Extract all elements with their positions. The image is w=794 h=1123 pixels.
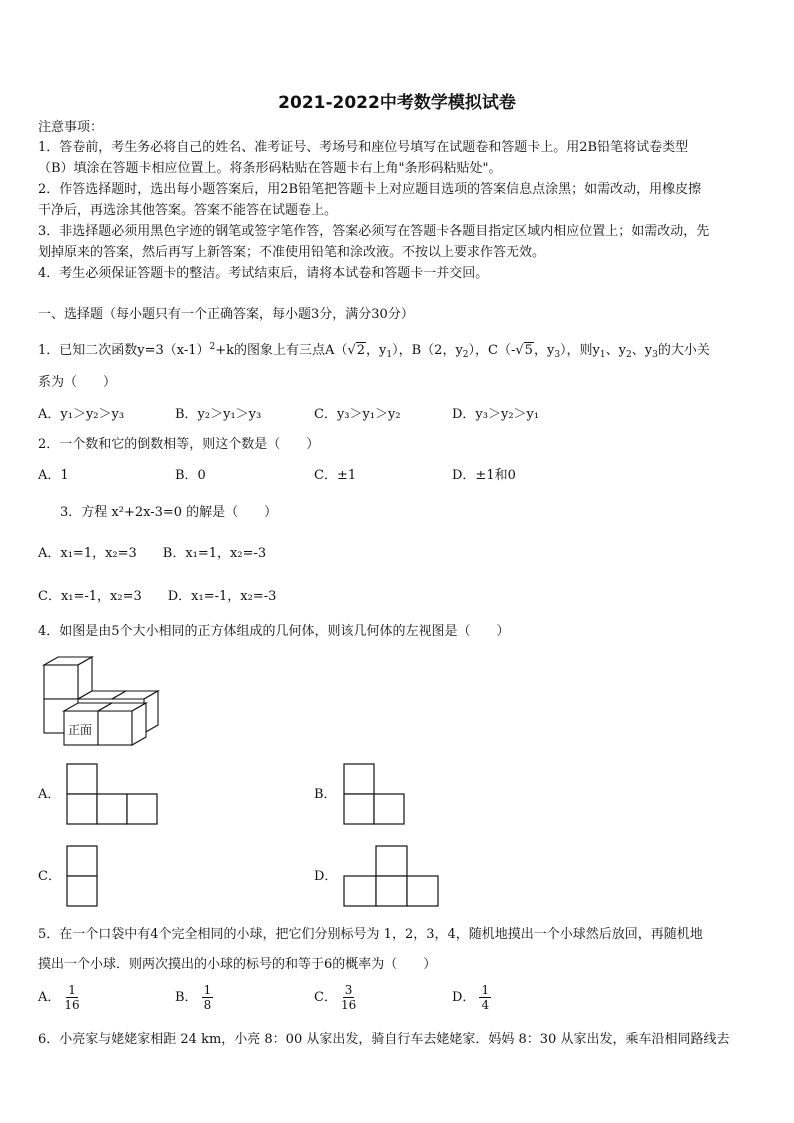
question-5-option-b: B． $\frac{1}{8}$ (175, 983, 212, 1012)
notice-line: 划掉原来的答案，然后再写上新答案；不准使用铅笔和涂改液。不按以上要求作答无效。 (38, 245, 546, 260)
notice-line: 1．答卷前，考生务必将自己的姓名、准考证号、考场号和座位号填写在试题卷和答题卡上。用2B铅笔将试卷类型 (38, 140, 689, 155)
question-2-stem: 2．一个数和它的倒数相等，则这个数是（ ） (38, 437, 320, 452)
option-d-figure (343, 845, 439, 907)
question-5-option-c: C． $\frac{3}{16}$ (314, 983, 357, 1012)
question-4-option-a-label: A． (38, 787, 61, 802)
question-1-option-b: B．y₂＞y₁＞y₃ (175, 407, 262, 422)
option-a-figure (66, 763, 158, 825)
question-1-stem-cont: 系为（ ） (38, 375, 117, 390)
question-4-stem: 4．如图是由5个大小相同的正方体组成的几何体，则该几何体的左视图是（ ） (38, 624, 510, 639)
question-2-option-c: C．±1 (314, 468, 357, 483)
front-label: 正面 (68, 723, 93, 737)
option-b-figure (343, 763, 407, 825)
notice-line: 3．非选择题必须用黑色字迹的钢笔或签字笔作答，答案必须写在答题卡各题目指定区域内相应位置上；如需改动，先 (38, 224, 710, 239)
question-1-option-a: A．y₁＞y₂＞y₃ (38, 407, 125, 422)
question-6-stem: 6．小亮家与姥姥家相距 24 km，小亮 8：00 从家出发，骑自行车去姥姥家．妈妈 8：30 从家出发，乘车沿相同路线去 (38, 1032, 730, 1047)
notice-line: 4．考生必须保证答题卡的整洁。考试结束后，请将本试卷和答题卡一并交回。 (38, 266, 489, 281)
question-1-option-c: C．y₃＞y₁＞y₂ (314, 407, 401, 422)
question-3-options-cd: C．x₁=-1，x₂=3 D．x₁=-1，x₂=-3 (38, 589, 277, 604)
notice-line: 2．作答选择题时，选出每小题答案后，用2B铅笔把答题卡上对应题目选项的答案信息点涂黑；如需改动，用橡皮擦 (38, 182, 702, 197)
question-3-options-ab: A．x₁=1，x₂=3 B．x₁=1，x₂=-3 (38, 546, 267, 561)
notice-line: （B）填涂在答题卡相应位置上。将条形码粘贴在答题卡右上角"条形码粘贴处"。 (38, 161, 502, 176)
question-4-option-c-label: C． (38, 869, 61, 884)
question-3-stem: 3．方程 x²+2x-3=0 的解是（ ） (60, 505, 278, 520)
cube-solid-figure (38, 655, 150, 747)
page-title: 2021-2022中考数学模拟试卷 (278, 93, 516, 113)
question-5-stem: 5．在一个口袋中有4个完全相同的小球，把它们分别标号为 1，2，3，4，随机地摸出一个小球然后放回，再随机地 (38, 927, 703, 942)
question-5-option-d: D． $\frac{1}{4}$ (452, 983, 490, 1012)
question-4-option-d-label: D． (314, 869, 338, 884)
question-2-option-b: B．0 (175, 468, 206, 483)
question-1-stem: 1．已知二次函数$y=3(x-1)^2+k$的图象上有三点A（√2，$y_1$），B（2，$y_2$），C（-√5，$y_3$），则$y_1$、$y_2$、$y_3$的大小关 (38, 342, 710, 360)
question-4-option-b-label: B． (314, 787, 337, 802)
question-5-stem-cont: 摸出一个小球．则两次摸出的小球的标号的和等于6的概率为（ ） (38, 957, 437, 972)
option-c-figure (66, 845, 98, 907)
question-1-option-d: D．y₃＞y₂＞y₁ (452, 407, 540, 422)
question-5-option-a: A． $\frac{1}{16}$ (38, 983, 80, 1012)
question-2-option-a: A．1 (38, 468, 69, 483)
question-2-option-d: D．±1和0 (452, 468, 516, 483)
section-heading: 一、选择题（每小题只有一个正确答案，每小题3分，满分30分） (38, 307, 414, 322)
notice-heading: 注意事项： (38, 120, 104, 135)
notice-line: 干净后，再选涂其他答案。答案不能答在试题卷上。 (38, 203, 338, 218)
